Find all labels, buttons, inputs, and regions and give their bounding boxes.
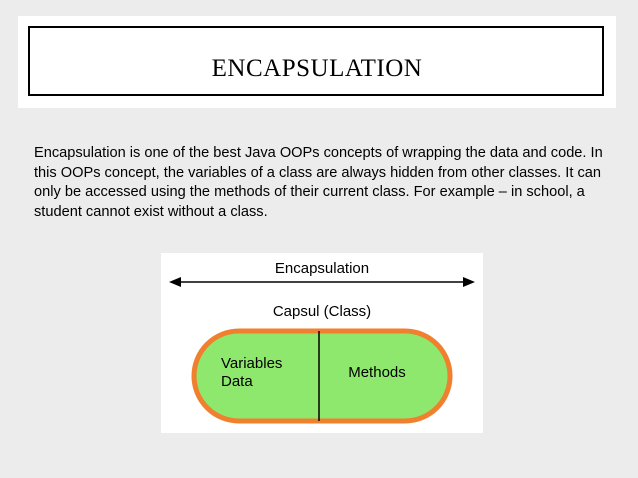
encapsulation-diagram [161, 253, 483, 433]
arrow-head-right-icon [463, 277, 475, 287]
left-half-variables: Variables [221, 355, 283, 372]
slide-title: ENCAPSULATION [211, 55, 423, 82]
slide-body-text: Encapsulation is one of the best Java OOPs concepts of wrapping the data and code. In this OOPs concept, the variables of a class are always hidden from other classes. It can only be accessed using the methods of their current class. For example – in school, a student cannot exist without a class. [34, 145, 603, 220]
arrow-head-left-icon [169, 277, 181, 287]
right-half-methods: Methods [348, 364, 406, 381]
arrow-label: Encapsulation [274, 260, 370, 277]
diagram-svg [161, 253, 483, 433]
title-box [18, 16, 616, 108]
left-half-data: Data [221, 373, 253, 390]
capsule-label: Capsul (Class) [272, 303, 372, 320]
